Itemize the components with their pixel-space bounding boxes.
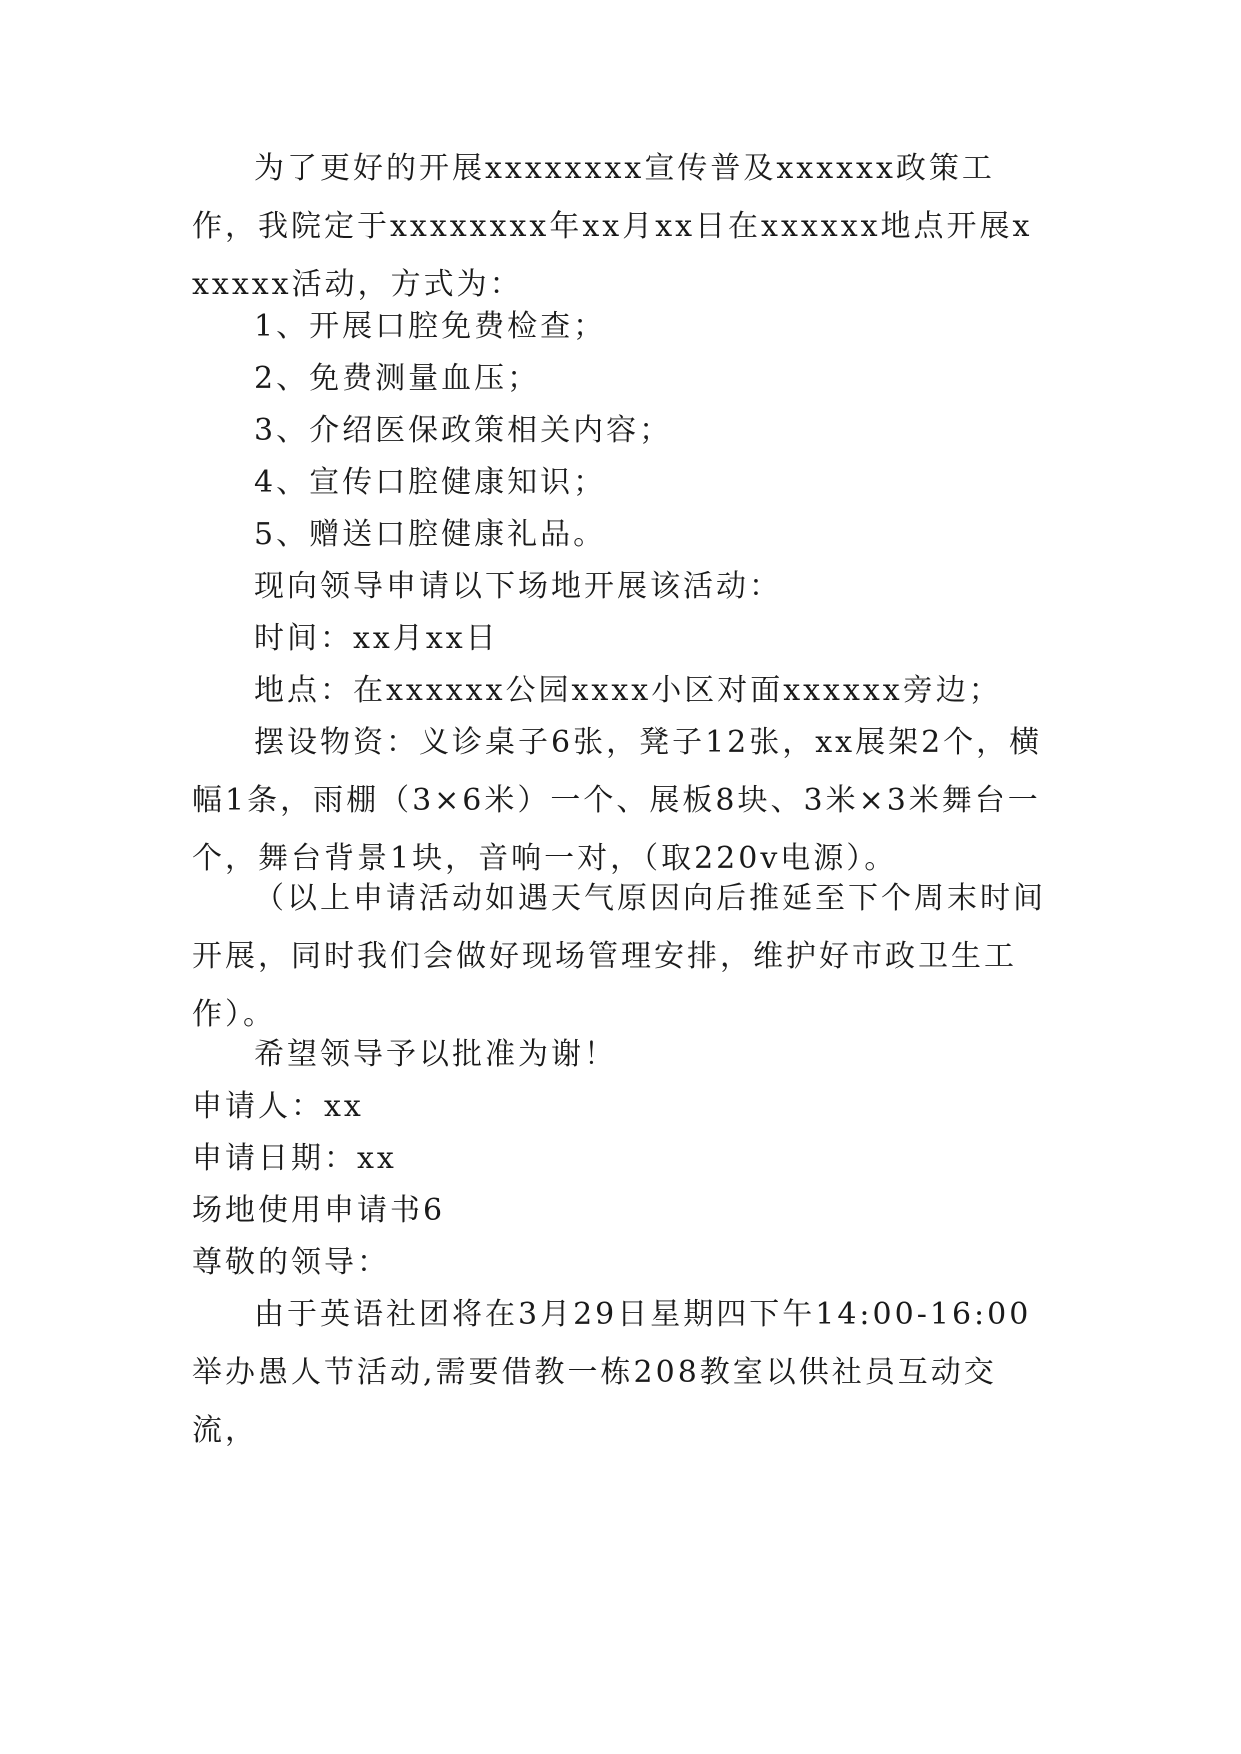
apply-date-line: 申请日期：xx [192, 1141, 397, 1176]
closing-line: 希望领导予以批准为谢！ [254, 1037, 617, 1072]
list-item: 5、赠送口腔健康礼品。 [254, 517, 607, 552]
applicant-line: 申请人：xx [192, 1089, 364, 1124]
list-item: 3、介绍医保政策相关内容； [254, 413, 673, 448]
materials-paragraph: 摆设物资：义诊桌子6张，凳子12张，xx展架2个，横幅1条，雨棚（3×6米）一个、展板8块、3米×3米舞台一个，舞台背景1块，音响一对，（取220v电源）。 [192, 725, 1043, 876]
request-line: 现向领导申请以下场地开展该活动： [254, 569, 782, 604]
list-item: 1、开展口腔免费检查； [254, 309, 607, 344]
place-line: 地点：在xxxxxx公园xxxx小区对面xxxxxx旁边； [254, 673, 1002, 708]
salutation-line: 尊敬的领导： [192, 1245, 390, 1280]
next-document-title: 场地使用申请书6 [192, 1193, 446, 1228]
time-line: 时间：xx月xx日 [254, 621, 499, 656]
weather-note-paragraph: （以上申请活动如遇天气原因向后推延至下个周末时间开展，同时我们会做好现场管理安排，维护好市政卫生工作）。 [192, 881, 1046, 1032]
list-item: 4、宣传口腔健康知识； [254, 465, 607, 500]
list-item: 2、免费测量血压； [254, 361, 541, 396]
next-body-paragraph: 由于英语社团将在3月29日星期四下午14:00-16:00举办愚人节活动,需要借教一栋208教室以供社员互动交流， [192, 1297, 1032, 1448]
intro-paragraph: 为了更好的开展xxxxxxxx宣传普及xxxxxx政策工作，我院定于xxxxxxxx年xx月xx日在xxxxxx地点开展xxxxxx活动，方式为： [192, 151, 1033, 302]
